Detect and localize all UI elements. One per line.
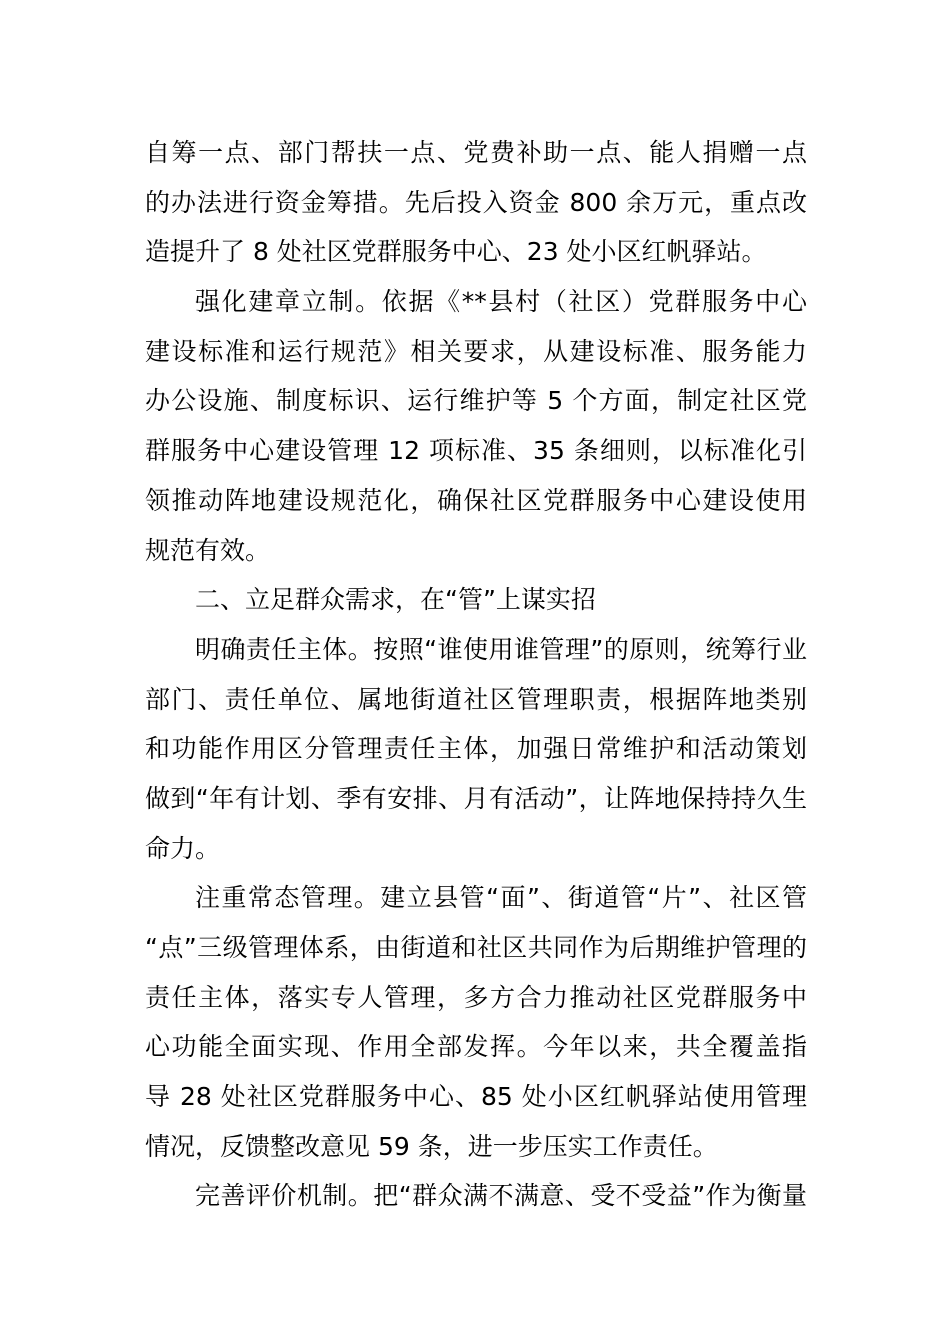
text-line: 领推动阵地建设规范化，确保社区党群服务中心建设使用 xyxy=(145,485,807,515)
paragraph-first-line: 完善评价机制。把“群众满不满意、受不受益”作为衡量 xyxy=(195,1181,807,1211)
text-line: 和功能作用区分管理责任主体，加强日常维护和活动策划 xyxy=(145,734,807,764)
text-line: 的办法进行资金筹措。先后投入资金 800 余万元，重点改 xyxy=(145,187,807,217)
paragraph-first-line: 注重常态管理。建立县管“面”、街道管“片”、社区管 xyxy=(195,883,807,913)
text-line: 导 28 处社区党群服务中心、85 处小区红帆驿站使用管理 xyxy=(145,1082,807,1112)
text-line: 造提升了 8 处社区党群服务中心、23 处小区红帆驿站。 xyxy=(145,237,767,267)
text-line: 情况，反馈整改意见 59 条，进一步压实工作责任。 xyxy=(145,1131,718,1161)
text-line: 建设标准和运行规范》相关要求，从建设标准、服务能力 xyxy=(145,336,807,366)
text-line: 命力。 xyxy=(145,833,221,863)
document-body xyxy=(145,128,807,1221)
text-line: 办公设施、制度标识、运行维护等 5 个方面，制定社区党 xyxy=(145,386,807,416)
text-line: “点”三级管理体系，由街道和社区共同作为后期维护管理的 xyxy=(145,933,807,962)
text-line: 群服务中心建设管理 12 项标准、35 条细则，以标准化引 xyxy=(145,436,807,466)
text-line: 责任主体，落实专人管理，多方合力推动社区党群服务中 xyxy=(145,982,807,1012)
text-line: 做到“年有计划、季有安排、月有活动”，让阵地保持持久生 xyxy=(145,783,807,813)
section-heading: 二、立足群众需求，在“管”上谋实招 xyxy=(195,585,596,615)
text-line: 心功能全面实现、作用全部发挥。今年以来，共全覆盖指 xyxy=(145,1032,807,1062)
text-line: 自筹一点、部门帮扶一点、党费补助一点、能人捐赠一点 xyxy=(145,138,807,167)
paragraph-first-line: 强化建章立制。依据《**县村（社区）党群服务中心 xyxy=(195,287,807,317)
text-line: 规范有效。 xyxy=(145,535,271,565)
text-line: 部门、责任单位、属地街道社区管理职责，根据阵地类别 xyxy=(145,684,807,714)
paragraph-first-line: 明确责任主体。按照“谁使用谁管理”的原则，统筹行业 xyxy=(195,634,807,664)
